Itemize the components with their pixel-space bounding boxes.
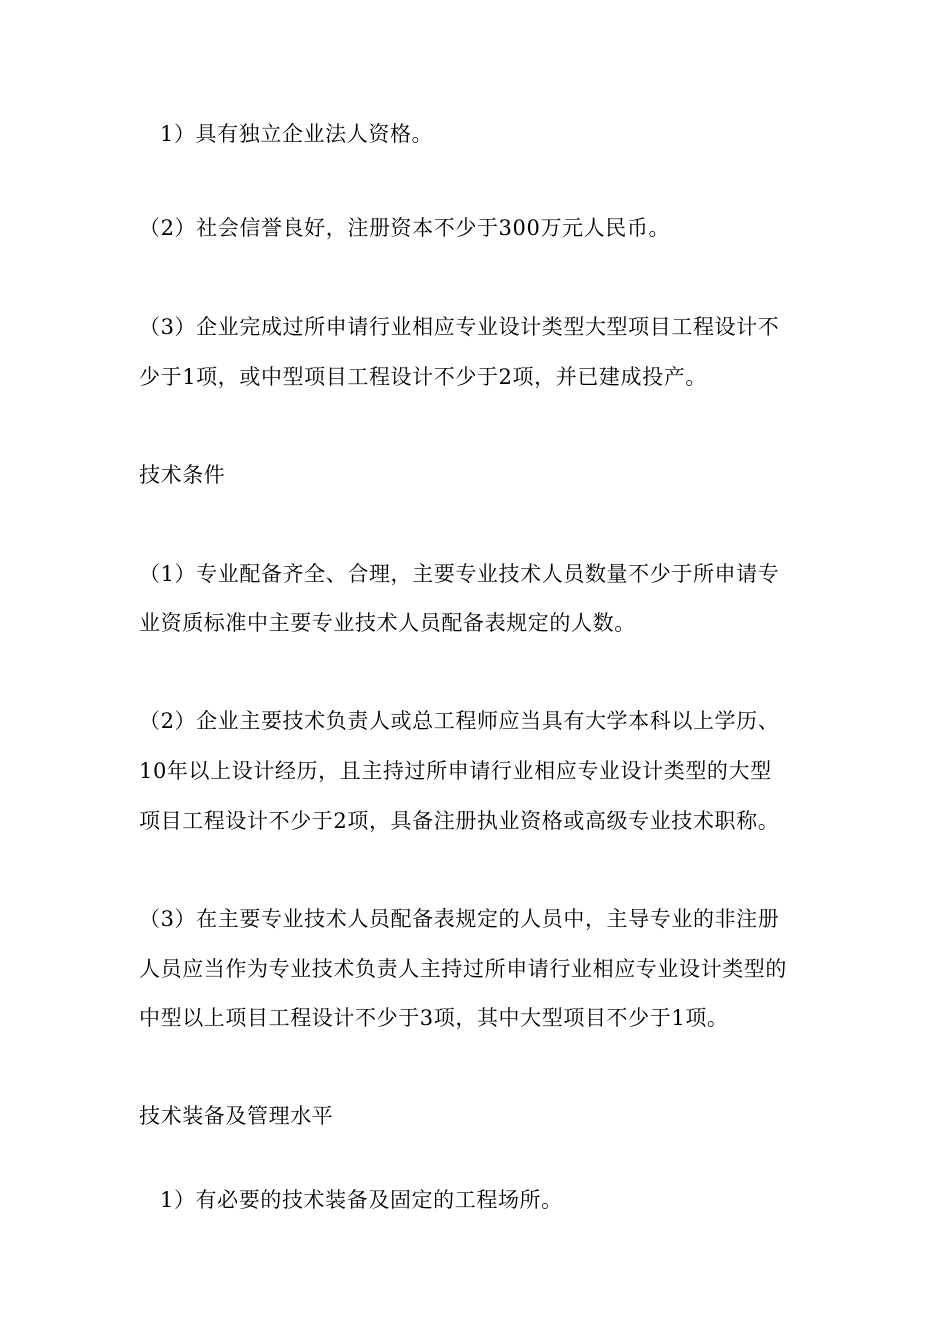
- tech-item-3-line-2: 人员应当作为专业技术负责人主持过所申请行业相应专业设计类型的: [139, 957, 787, 981]
- tech-item-1-line-2: 业资质标准中主要专业技术人员配备表规定的人数。: [139, 611, 636, 635]
- item-1-independent-legal-person: 1）具有独立企业法人资格。: [160, 122, 434, 146]
- tech-item-2-line-2: 10年以上设计经历，且主持过所申请行业相应专业设计类型的大型: [139, 759, 772, 783]
- tech-item-3-line-3: 中型以上项目工程设计不少于3项，其中大型项目不少于1项。: [139, 1006, 729, 1030]
- tech-item-1-line-1: （1）专业配备齐全、合理，主要专业技术人员数量不少于所申请专: [139, 562, 780, 586]
- section-heading-equipment-management: 技术装备及管理水平: [139, 1104, 334, 1128]
- section-heading-technical-conditions: 技术条件: [139, 463, 226, 487]
- tech-item-2-line-1: （2）企业主要技术负责人或总工程师应当具有大学本科以上学历、: [139, 709, 780, 733]
- equipment-item-1: 1）有必要的技术装备及固定的工程场所。: [160, 1188, 563, 1212]
- tech-item-3-line-1: （3）在主要专业技术人员配备表规定的人员中，主导专业的非注册: [139, 907, 780, 931]
- tech-item-2-line-3: 项目工程设计不少于2项，具备注册执业资格或高级专业技术职称。: [139, 809, 780, 833]
- item-3-project-experience-line-1: （3）企业完成过所申请行业相应专业设计类型大型项目工程设计不: [139, 315, 780, 339]
- item-2-reputation-capital: （2）社会信誉良好，注册资本不少于300万元人民币。: [139, 216, 671, 240]
- item-3-project-experience-line-2: 少于1项，或中型项目工程设计不少于2项，并已建成投产。: [139, 365, 707, 389]
